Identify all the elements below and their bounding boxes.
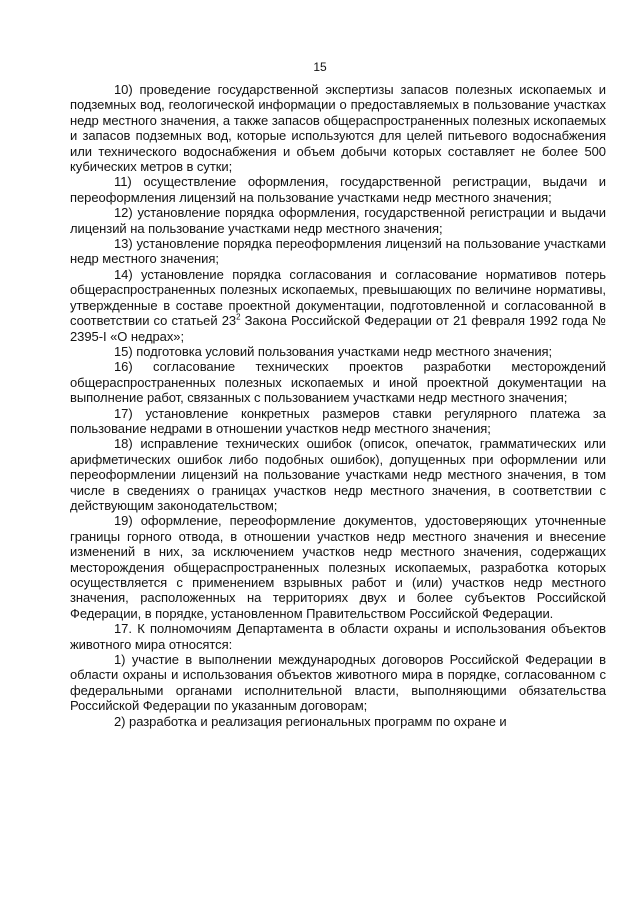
paragraph-item-16 (70, 359, 606, 405)
item-text: установление порядка согласования и согласование нормативов потерь общераспространенных полезных ископаемых, превышающих по величине нормативы, утвержденные в составе проектной документации, подготовленной и согласованной в соответствии со статьей 23 (70, 266, 606, 329)
item-label: 13) (114, 236, 133, 252)
paragraph-item-15 (70, 344, 606, 359)
item-label: 16) (114, 359, 133, 375)
item-text-continued: Закона Российской Федерации от 21 февраля 1992 года № 2395-I «О недрах»; (70, 313, 606, 344)
section-label: 17. (114, 621, 132, 637)
section-text: К полномочиям Департамента в области охраны и использования объектов животного мира относятся: (70, 621, 607, 652)
item-label: 18) (114, 436, 133, 452)
paragraph-wildlife-item-2 (70, 714, 606, 729)
paragraph-item-18 (70, 436, 606, 513)
paragraph-item-12 (70, 205, 606, 236)
paragraph-item-14 (70, 267, 606, 344)
item-text: установление конкретных размеров ставки регулярного платежа за пользование недрами в отношении участков недр местного значения; (70, 405, 606, 436)
paragraph-item-19 (70, 513, 606, 621)
item-text: установление порядка переоформления лицензий на пользование участками недр местного значения; (70, 236, 606, 267)
paragraph-item-13 (70, 236, 606, 267)
item-text: исправление технических ошибок (описок, опечаток, грамматических или арифметических ошибок либо подобных ошибок), допущенных при оформлении или переоформлении лицензий на пользование участками недр местного значения, в том числе в сведениях о границах участков недр местного значения, в соответствии с действующим законодательством; (70, 436, 607, 513)
item-text: разработка и реализация региональных программ по охране и (129, 713, 507, 729)
item-text: осуществление оформления, государственной регистрации, выдачи и переоформления лицензий на пользование участками недр местного значения; (70, 174, 607, 205)
item-text: оформление, переоформление документов, удостоверяющих уточненные границы горного отвода, в отношении участков недр местного значения и внесение изменений в них, за исключением участков недр местного значения, содержащих месторождения общераспространенных полезных ископаемых, разработка которых осуществляется с применением взрывных работ и (или) участков недр местного значения, расположенных на территориях двух и более субъектов Российской Федерации, в порядке, установленном Правительством Российской Федерации. (70, 513, 606, 621)
section-17-heading (70, 621, 606, 652)
item-text: согласование технических проектов разработки месторождений общераспространенных полезных ископаемых и иной проектной документации на выполнение работ, связанных с пользованием участками недр местного значения; (70, 359, 606, 406)
page-number: 15 (313, 60, 327, 74)
item-label: 17) (114, 405, 133, 421)
superscript: 2 (236, 312, 241, 322)
item-label: 1) (114, 652, 126, 668)
item-label: 15) (114, 343, 133, 359)
item-label: 10) (114, 82, 133, 97)
item-text: проведение государственной экспертизы запасов полезных ископаемых и подземных вод, геологической информации о предоставляемых в пользование участках недр местного значения, а также запасов общераспространенных полезных ископаемых и запасов подземных вод, которые используются для целей питьевого водоснабжения или технического водоснабжения и объем добычи которых составляет не более 500 кубических метров в сутки; (70, 82, 606, 175)
paragraph-item-11 (70, 174, 606, 205)
item-text: участие в выполнении международных договоров Российской Федерации в области охраны и использования объектов животного мира в порядке, согласованном с федеральными органами исполнительной власти, выполняющими обязательства Российской Федерации по указанным договорам; (70, 652, 606, 714)
item-label: 2) (114, 713, 126, 729)
paragraph-wildlife-item-1 (70, 652, 606, 714)
item-text: установление порядка оформления, государственной регистрации и выдачи лицензий на пользование участками недр местного значения; (70, 205, 606, 236)
item-label: 12) (114, 205, 133, 221)
item-text: подготовка условий пользования участками недр местного значения; (136, 343, 553, 359)
paragraph-item-17 (70, 406, 606, 437)
document-body (70, 82, 606, 729)
item-label: 14) (114, 266, 133, 282)
paragraph-item-10 (70, 82, 606, 174)
item-label: 19) (114, 513, 133, 529)
item-label: 11) (114, 174, 132, 190)
